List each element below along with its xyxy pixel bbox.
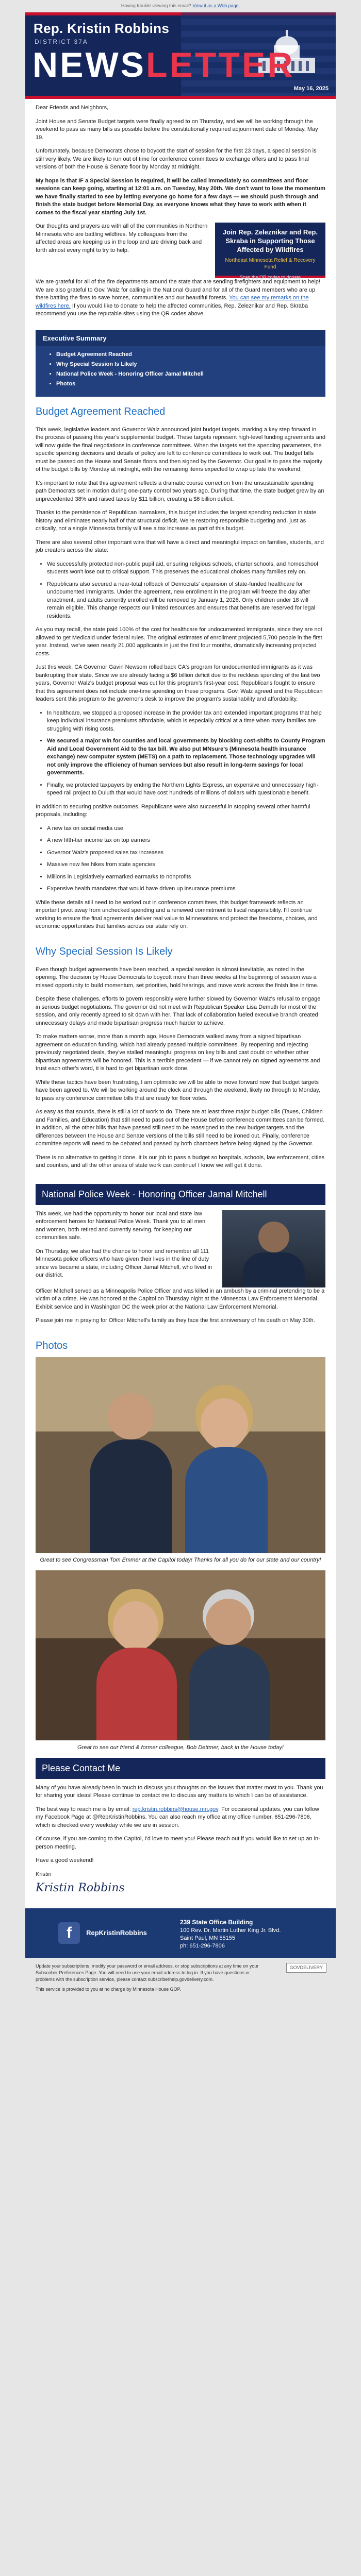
list-item: • We secured a major win for counties and local governments by blocking cost-shifts to County Program Aid and Local Government Aid to the tax bill. We also put MNsure's (Minnesota health insurance exchange) new computer system (METS) on a path to replacement. Those technology upgrades will not only improve the efficiency of human services but also result in long-term savings for local governments. [47, 737, 325, 777]
intro-paragraph: My hope is that IF a Special Session is required, it will be called immediately so committees and floor sessions can keep going, starting at 12:01 a.m. on Tuesday, May 20th. We don't want to lose the momentum we have finally started to see by letting everyone go home for a few days — we should push through and finish the state budget before Memorial Day, as everyone knows what they have to work with when it comes to the fiscal year starting July 1st. [36, 177, 325, 216]
photo-emmer [36, 1357, 325, 1553]
wildfire-relief-promo[interactable] [215, 223, 325, 278]
summary-list [36, 351, 325, 387]
footer [25, 1908, 336, 1958]
photo-scene [36, 1357, 325, 1553]
photo-person-right [201, 1398, 248, 1450]
newsletter-wordmark [32, 45, 294, 84]
list-item: • Governor Walz's proposed sales tax increases [47, 849, 325, 857]
list-item: • In healthcare, we stopped a proposed increase in the provider tax and extended important programs that help keep individual insurance premiums affordable, which is especially critical at a time when many families are struggling with rising costs. [47, 709, 325, 734]
facebook-handle[interactable]: RepKristinRobbins [86, 1929, 147, 1937]
special-session-section: Even though budget agreements have been reached, a special session is almost inevitable, as noted in the opening. The decision by House Democrats to boycott more than three weeks at the beginning of session was a missed opportunity to build momentum, set priorities, hold hearings, and move work across the finish line in time. Despite these challenges, efforts to govern responsibly were further slowed by Governor Walz's refusal to engage in serious budget negotiations. The governor did not meet with Republican Speaker Lisa Demuth for most of the session, and only recently agreed to sit down with her. That lack of collaboration fueled executive branch created unnecessary delays and made bipartisan progress much harder to achieve. To make matters worse, more than a month ago, House Democrats walked away from a signed bipartisan agreement on education funding, which had already passed multiple committees. By reopening and rejecting previously negotiated deals, they've stalled meaningful progress on key bills and cast doubt on whether other bipartisan agreements will be honored. This is a terrible precedent — if we cannot rely on signed agreements and trust each other's word, it is hard to get bipartisan work done. While these tactics have been frustrating, I am optimistic we will be able to move forward now that budget targets have been agreed to. We will be working around the clock and through the weekend, likely no through to Monday, to pass any conference committee bills that are ready for floor votes. As easy as that sounds, there is still a lot of work to do. There are at least three major budget bills (Taxes, Children and Families, and Education) that still need to pass out of the House before conference committees can be formed. In addition, all the other bills that have passed still need to be reassigned to the new budget targets and the differences between the House and Senate versions of the bills still need to be ironed out. Finally, conference committee reports will need to be debated and passed by both chambers before being signed by the Governor. There is no alternative to getting it done. It is our job to pass a budget so hospitals, schools, law enforcement, cities and counties, and all the other areas of state work can continue! I know we will get it done. [36, 966, 325, 1168]
photo-person-left [113, 1601, 158, 1651]
officer-photo-figure [258, 1222, 289, 1252]
photo-person-left-body [96, 1648, 177, 1740]
wildfire-remarks-link[interactable]: You can see my remarks on the wildfires here. [36, 295, 309, 309]
closing: Kristin [36, 1871, 52, 1877]
section-title-special-session: Why Special Session Is Likely [36, 945, 173, 957]
officer-photo [222, 1210, 325, 1287]
section-title-budget: Budget Agreement Reached [36, 405, 166, 417]
summary-item: • Budget Agreement Reached [56, 351, 325, 358]
header-banner [25, 12, 336, 99]
section-title-photos: Photos [36, 1340, 68, 1351]
list-item: • Expensive health mandates that would have driven up insurance premiums [47, 885, 325, 893]
summary-item: • Photos [56, 381, 325, 387]
section-title-police-week: National Police Week - Honoring Officer Jamal Mitchell [36, 1184, 325, 1205]
email-link[interactable]: rep.kristin.robbins@house.mn.gov [132, 1806, 218, 1812]
photo-person-right-body [185, 1447, 268, 1553]
intro-section [25, 99, 336, 327]
budget-wins-list-2 [36, 709, 325, 798]
photo-person-right-body [189, 1645, 270, 1740]
issue-date: May 16, 2025 [293, 86, 329, 92]
police-week-section: This week, we had the opportunity to honor our local and state law enforcement heroes for National Police Week. Thank you to all men and women, both retired and currently serving, for keeping our communities safe. On Thursday, we also had the chance to honor and remember all 111 Minnesota police officers who have given their lives in the line of duty since we became a state, including Officer Jamal Mitchell, who lived in our district. Officer Mitchell served as a Minneapolis Police Officer and was killed in an ambush by a criminal pretending to be a victim of a crime. He was honored at the Capitol on Thursday night at the Minnesota Law Enforcement Memorial Exhibit service and in Washington DC the week prior at the National Law Enforcement Memorial. Please join me in praying for Officer Mitchell's family as they face the first anniversary of his death on May 30th. [36, 1210, 325, 1324]
intro-paragraph: Our thoughts and prayers are with all of the communities in Northern Minnesota who are battling wildfires. My colleagues from the affected areas are keeping us in the loop and are driving back and forth almost every night to try to help. [36, 223, 208, 253]
list-item: • Republicans also secured a near-total rollback of Democrats' expansion of state-funded healthcare for undocumented immigrants. Under the agreement, new enrollment in the program will freeze the day after enactment, and adults currently enrolled will be removed by January 1, 2026. Only children under 18 will remain eligible. This change respects our limited resources and ensures that benefits are reserved for legal residents. [47, 581, 325, 621]
summary-title: Executive Summary [36, 330, 325, 346]
summary-item: • National Police Week - Honoring Officer Jamal Mitchell [56, 371, 325, 377]
budget-wins-list [36, 561, 325, 621]
rep-name: Rep. Kristin Robbins [34, 21, 170, 36]
govdelivery-badge[interactable]: GOVDELIVERY [286, 1963, 326, 1973]
list-item: • Massive new fee hikes from state agencies [47, 861, 325, 869]
photo-person-left-body [90, 1439, 172, 1553]
photo-scene [36, 1570, 325, 1740]
newsletter [25, 12, 336, 1958]
photo-person-left [108, 1393, 154, 1439]
photo-caption: Great to see our friend & former colleague, Bob Dettmer, back in the House today! [77, 1744, 284, 1751]
contact-section: Many of you have already been in touch to discuss your thoughts on the issues that matter most to you. Thank you for sharing your ideas! Please continue to contact me to discuss any matters to which I can be of assistance. The best way to reach me is by email: rep.kristin.robbins@house.mn.gov. For occasional updates, you can follow my Facebook Page at @RepKristinRobbins. You can also reach my office at my office number, 651-296-7806, which is checked every weekday while we are in session. Of course, if you are coming to the Capitol, I'd love to meet you! Please reach out if you would like to set up an in-person meeting. Have a good weekend! Kristin Kristin Robbins [25, 1779, 336, 1901]
facebook-block[interactable] [25, 1908, 180, 1958]
intro-paragraph: Joint House and Senate Budget targets were finally agreed to on Thursday, and we will be working through the weekend to pass as many bills as possible before the constitutionally required adjournment date of Monday, May 19. [36, 118, 318, 141]
wildfire-row [36, 223, 325, 278]
section-title-contact: Please Contact Me [36, 1758, 325, 1779]
greeting: Dear Friends and Neighbors, [36, 105, 109, 111]
officer-photo-uniform [243, 1252, 305, 1287]
budget-section: This week, legislative leaders and Governor Walz announced joint budget targets, marking a key step forward in the process of passing this year's supplemental budget. These targets represent high-level funding agreements and will now guide the final negotiations in conference committees. When the targets set the spending parameters, the specific spending decisions and details of policy are left to conference committees to work out. The budget bills must be passed on the House and Senate floors and then signed by the Governor. Our goal is to pass the majority of the budget bills by Monday at midnight, with the remaining items expected to wrap up late the weekend. It's important to note that this agreement reflects a dramatic course correction from the unsustainable spending path Democrats set in motion during one-party control two years ago. During that time, the state budget grew by an unprecedented 38% and raised taxes by $11 billion, creating a $6 billion deficit. Thanks to the persistence of Republican lawmakers, this budget includes the largest spending reduction in state history and eliminates nearly half of that structural deficit. We're restoring responsible budgeting and, just as critically, not a single Minnesota family will see a tax increase as part of this budget. There are also several other important wins that will have a direct and meaningful impact on families, students, and job creators across the state: • We successfully protected non-public pupil aid, ensuring religious schools, charter schools, and homeschool students won't lose out to critical support. This preserves the educational choices many families rely on. • Republicans also secured a near-total rollback of Democrats' expansion of state-funded healthcare for undocumented immigrants. Under the agreement, new enrollment in the program will freeze the day after enactment, and adults currently enrolled will be removed by January 1, 2026. Only children under 18 will remain eligible. This change respects our limited resources and ensures that benefits are reserved for legal residents. As you may recall, the state paid 100% of the cost for healthcare for undocumented immigrants, since they are not allowed to get Medicaid under federal rules. The original estimates of enrollment projected 5,700 people in the first year. Instead, we've seen nearly 21,000 applicants in just the first four months, dramatically increasing projected costs. Just this week, CA Governor Gavin Newsom rolled back CA's program for undocumented immigrants as it was bankrupting their state. Since we are already facing a $6 billion deficit due to the reckless spending of the last two years, Governor Walz's budget proposal was cut for this program's first-year cost. Republicans fought to ensure that this agreement does not include one-time spending on these programs. Gov. Walz agreed and the Republican leaders sent this program to the governor's desk to improve the program's sustainability and affordability. • In healthcare, we stopped a proposed increase in the provider tax and extended important programs that help keep individual insurance premiums affordable, which is especially critical at a time when many families are struggling with rising costs. • We secured a major win for counties and local governments by blocking cost-shifts to County Program Aid and Local Government Aid to the tax bill. We also put MNsure's (Minnesota health insurance exchange) new computer system (METS) on a path to replacement. Those technology upgrades will not only improve the efficiency of human services but also result in long-term savings for local governments. • Finally, we protected taxpayers by ending the Northern Lights Express, an expensive and unnecessary high-speed rail project to Duluth that would have cost hundreds of millions of dollars with questionable benefit. In addition to securing positive outcomes, Republicans were also successful in stopping several other harmful proposals, including: • A new tax on social media use • A new fifth-tier income tax on top earners • Governor Walz's proposed sales tax increases • Massive new fee hikes from state agencies • Millions in Legislatively earmarked earmarks to nonprofits • Expensive health mandates that would have driven up insurance premiums While these details still need to be worked out in conference committees, this budget framework reflects an important pivot away from unchecked spending and a renewed commitment to fiscal responsibility. I'll continue working to ensure the final agreements deliver real value to Minnesotans and protect the freedoms, choices, and economic opportunities that families across our state rely on. [25, 421, 336, 940]
wordmark-letter: LETTER [146, 45, 295, 84]
wordmark-news: NEWS [32, 45, 146, 84]
header-stripe-bottom [25, 96, 336, 99]
photo-person-right [206, 1599, 251, 1645]
photo-dettmer [36, 1570, 325, 1740]
promo-fund: Northeast Minnesota Relief & Recovery Fund [225, 258, 316, 270]
list-item: • We successfully protected non-public pupil aid, ensuring religious schools, charter schools, and homeschool students won't lose out to critical support. This preserves the educational choices many families rely on. [47, 561, 325, 577]
list-item: • Finally, we protected taxpayers by ending the Northern Lights Express, an expensive and unnecessary high-speed rail project to Duluth that would have cost hundreds of millions of dollars with questionable benefit. [47, 782, 325, 798]
signature: Kristin Robbins [36, 1882, 125, 1894]
district-label: DISTRICT 37A [35, 38, 88, 45]
promo-qr-note: Scan the QR codes to donate [239, 275, 301, 280]
top-note [0, 0, 361, 12]
summary-item: • Why Special Session Is Likely [56, 361, 325, 367]
list-item: • Millions in Legislatively earmarked earmarks to nonprofits [47, 873, 325, 882]
intro-paragraph: We are grateful for all of the fire departments around the state that are sending firefighters and equipment to help! We are also grateful to Gov. Walz for calling in the National Guard and for all of the Guard members who are up there battling the fires to save homes, communities and our beautiful forests. You can see my remarks on the wildfires here. If you would like to donate to help the affected communities, Rep. Zeleznikar and Rep. Skraba recommend you use the reputable sites using the QR codes above. [36, 279, 320, 317]
promo-title: Join Rep. Zeleznikar and Rep. Skraba in Supporting Those Affected by Wildfires [222, 228, 318, 253]
top-note-text: Having trouble viewing this email? [121, 3, 191, 8]
view-web-page-link[interactable]: View it as a Web page. [192, 3, 240, 8]
executive-summary [36, 330, 325, 397]
list-item: • A new fifth-tier income tax on top earners [47, 837, 325, 845]
intro-paragraph: Unfortunately, because Democrats chose to boycott the start of session for the first 23 days, a special session is still very likely. We are likely to run out of time for conference committees to exchange offers and to pass final versions of both the House & Senate floor by Monday at midnight. [36, 148, 317, 170]
legal-footer [25, 1958, 336, 1998]
stopped-proposals-list [36, 825, 325, 893]
office-address: 239 State Office Building 100 Rev. Dr. Martin Luther King Jr. Blvd. Saint Paul, MN 55155 ph: 651-296-7806 [180, 1918, 281, 1949]
legal-text-2: This service is provided to you at no charge by Minnesota House GOP. [36, 1986, 181, 1992]
facebook-icon[interactable]: f [58, 1922, 80, 1944]
list-item: • A new tax on social media use [47, 825, 325, 833]
legal-text: Update your subscriptions, modify your password or email address, or stop subscriptions at any time on your Subscriber Preferences Page. You will need to use your email address to log in. If you have questions or problems with the subscription service, please contact subscriberhelp.govdelivery.com. [36, 1963, 259, 1982]
photo-caption: Great to see Congressman Tom Emmer at the Capitol today! Thanks for all you do for our state and our country! [40, 1556, 321, 1563]
